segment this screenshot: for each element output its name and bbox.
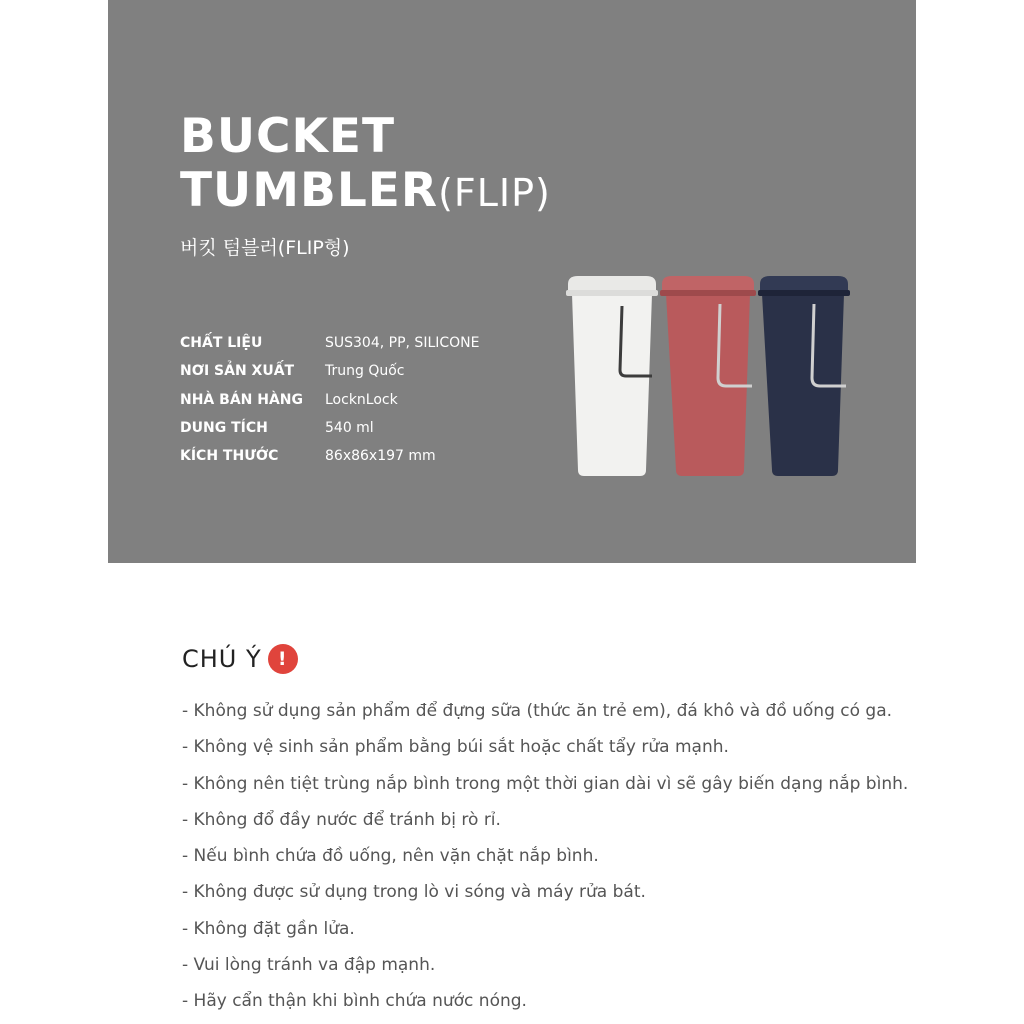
spec-label: CHẤT LIỆU [180, 335, 263, 352]
spec-table [180, 329, 480, 470]
list-item: - Không đặt gần lửa. [182, 918, 355, 939]
spec-value: 540 ml [325, 420, 374, 437]
list-item: - Không sử dụng sản phẩm để đựng sữa (thức ăn trẻ em), đá khô và đồ uống có ga. [182, 701, 893, 721]
notice-title: CHÚ Ý [182, 645, 262, 673]
list-item: - Không được sử dụng trong lò vi sóng và máy rửa bát. [182, 882, 646, 903]
list-item: - Vui lòng tránh va đập mạnh. [182, 955, 436, 976]
product-image [560, 266, 860, 482]
list-item: - Nếu bình chứa đồ uống, nên vặn chặt nắp bình. [182, 846, 599, 867]
spec-row-seller [180, 386, 480, 414]
notice-heading [182, 644, 298, 674]
spec-label: NƠI SẢN XUẤT [180, 363, 295, 380]
notice-list [182, 693, 908, 1020]
spec-value: LocknLock [325, 391, 398, 408]
spec-label: KÍCH THƯỚC [180, 448, 279, 465]
red-tumbler [660, 276, 756, 476]
spec-label: DUNG TÍCH [180, 420, 268, 437]
product-subtitle: 버킷 텀블러(FLIP형) [180, 237, 350, 259]
list-item: - Không nên tiệt trùng nắp bình trong một thời gian dài vì sẽ gây biến dạng nắp bình. [182, 773, 909, 794]
list-item: - Không đổ đầy nước để tránh bị rò rỉ. [182, 809, 501, 830]
title-line-2: TUMBLER [180, 163, 439, 218]
product-banner [108, 0, 916, 563]
spec-row-size [180, 442, 480, 470]
spec-value: SUS304, PP, SILICONE [325, 335, 480, 352]
spec-value: Trung Quốc [325, 363, 405, 380]
spec-row-material [180, 329, 480, 357]
spec-row-capacity [180, 414, 480, 442]
spec-row-origin [180, 357, 480, 385]
spec-value: 86x86x197 mm [325, 448, 436, 465]
title-line-1: BUCKET [180, 109, 396, 164]
product-title [180, 110, 551, 220]
navy-tumbler [758, 276, 850, 476]
title-suffix: (FLIP) [438, 171, 551, 215]
exclamation-icon: ! [268, 644, 298, 674]
white-tumbler [566, 276, 658, 476]
spec-label: NHÀ BÁN HÀNG [180, 391, 303, 408]
list-item: - Không vệ sinh sản phẩm bằng búi sắt hoặc chất tẩy rửa mạnh. [182, 737, 729, 758]
list-item: - Hãy cẩn thận khi bình chứa nước nóng. [182, 991, 527, 1012]
